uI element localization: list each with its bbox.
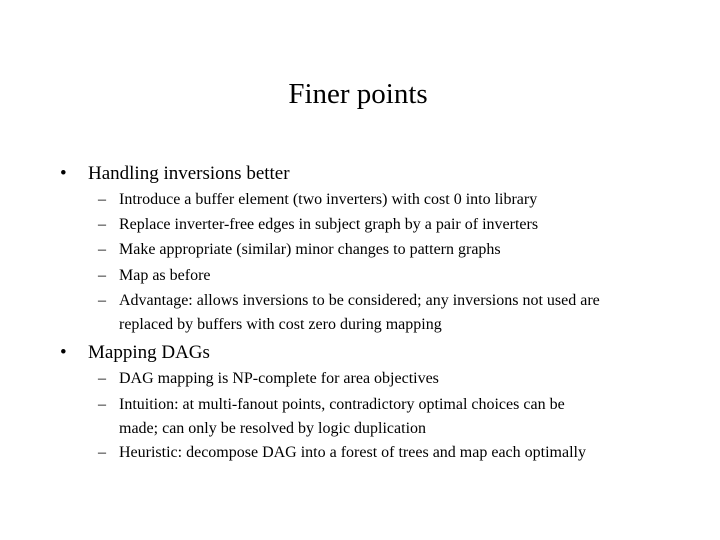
dash-marker: – — [98, 292, 106, 309]
dash-marker: – — [98, 267, 106, 284]
slide-title: Finer points — [288, 78, 428, 110]
sub-item-text: Map as before — [119, 267, 211, 284]
dash-marker: – — [98, 370, 106, 387]
dash-marker: – — [98, 241, 106, 258]
sub-item-text: Replace inverter-free edges in subject graph by a pair of inverters — [119, 216, 539, 233]
bullet-heading: Handling inversions better — [88, 163, 290, 184]
sub-item-text: Advantage: allows inversions to be considered; any inversions not used are — [119, 292, 600, 309]
dash-marker: – — [98, 396, 106, 413]
sub-item-text-continued: made; can only be resolved by logic duplication — [119, 420, 427, 437]
bullet-dot: • — [60, 342, 67, 363]
dash-marker: – — [98, 191, 106, 208]
sub-item-text: DAG mapping is NP-complete for area objectives — [119, 370, 439, 387]
dash-marker: – — [98, 216, 106, 233]
sub-item-text-continued: replaced by buffers with cost zero during mapping — [119, 316, 442, 333]
sub-item-text: Heuristic: decompose DAG into a forest of trees and map each optimally — [119, 444, 586, 461]
bullet-dot: • — [60, 163, 67, 184]
bullet-heading: Mapping DAGs — [88, 342, 210, 363]
sub-item-text: Introduce a buffer element (two inverters) with cost 0 into library — [119, 191, 538, 208]
sub-item-text: Make appropriate (similar) minor changes to pattern graphs — [119, 241, 501, 258]
dash-marker: – — [98, 444, 106, 461]
sub-item-text: Intuition: at multi-fanout points, contradictory optimal choices can be — [119, 396, 565, 413]
bullet-handling-inversions — [60, 162, 290, 186]
bullet-mapping-dags — [60, 341, 210, 365]
